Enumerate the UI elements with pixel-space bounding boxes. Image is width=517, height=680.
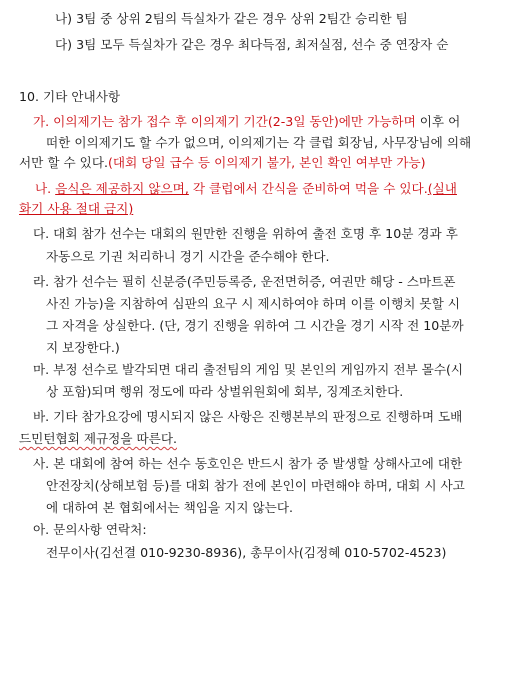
item-ba-line2 [19,430,177,448]
item-ga-line3-red: (대회 당일 급수 등 이의제기 불가, 본인 확인 여부만 가능) [108,155,426,170]
rule-na: 나) 3팀 중 상위 2팀의 득실차가 같은 경우 상위 2팀간 승리한 팀 [55,11,408,26]
item-na-underline1: 음식은 제공하지 않으며, [55,181,189,196]
item-ga-black-text: 이후 어 [415,114,461,129]
item-sa-line3: 에 대하여 본 협회에서는 책임을 지지 않는다. [46,500,294,515]
item-ba-line2-text: 드민턴협회 제규정을 따른다. [19,431,177,446]
item-ga-line3-black: 서만 할 수 있다. [19,155,109,170]
rule-da: 다) 3팀 모두 득실차가 같은 경우 최다득점, 최저실점, 선수 중 연장자 순 [55,37,449,52]
item-ra-line1: 라. 참가 선수는 필히 신분증(주민등록증, 운전면허증, 여권만 해당 - 스마트폰 [33,274,456,289]
item-ba-line1 [33,408,462,426]
item-na-line1 [35,180,457,198]
item-na-line2 [19,200,133,218]
item-na-underline2: (실내 [427,181,457,196]
item-ra-line4: 지 보장한다.) [46,340,120,355]
item-aa-contacts: 전무이사(김선결 010-9230-8936), 총무이사(김정혜 010-5702-4523) [46,545,447,560]
item-ga-red-text: 가. 이의제기는 참가 접수 후 이의제기 기간(2-3일 동안)에만 가능하며 [33,114,416,129]
item-sa-line2: 안전장치(상해보험 등)를 대회 참가 전에 본인이 마련해야 하며, 대회 시 사고 [46,478,465,493]
item-ma-line1: 마. 부정 선수로 발각되면 대리 출전팀의 게임 및 본인의 게임까지 전부 몰수(시 [33,362,464,377]
item-ga-line3 [19,154,426,172]
item-sa-line1: 사. 본 대회에 참여 하는 선수 동호인은 반드시 참가 중 발생할 상해사고에 대한 [33,456,463,471]
item-aa-label: 아. 문의사항 연락처: [33,522,147,537]
item-da-line2: 자동으로 기권 처리하니 경기 시간을 준수해야 한다. [46,249,330,264]
item-na-mid: 각 클럽에서 간식을 준비하여 먹을 수 있다. [188,181,428,196]
item-da-line1: 다. 대회 참가 선수는 대회의 원만한 진행을 위하여 출전 호명 후 10분 경과 후 [33,226,458,241]
item-ga-line2: 떠한 이의제기도 할 수가 없으며, 이의제기는 각 클럽 회장님, 사무장님에 의해 [46,135,472,150]
item-ba-line1-text: 바. 기타 참가요강에 명시되지 않은 사항은 진행본부의 판정으로 진행하며 도배 [33,409,463,424]
item-ra-line2: 사진 가능)을 지참하여 심판의 요구 시 제시하여야 하며 이를 이행치 못할 시 [46,296,460,311]
item-na-prefix: 나. [35,181,56,196]
item-ma-line2: 상 포함)되며 행위 정도에 따라 상벌위원회에 회부, 징계조치한다. [46,384,404,399]
section-title: 10. 기타 안내사항 [19,89,121,104]
item-ga-line1 [33,113,460,131]
item-ra-line3: 그 자격을 상실한다. (단, 경기 진행을 위하여 그 시간을 경기 시작 전 10분까 [46,318,464,333]
item-na-line2-text: 화기 사용 절대 금지) [19,201,134,216]
